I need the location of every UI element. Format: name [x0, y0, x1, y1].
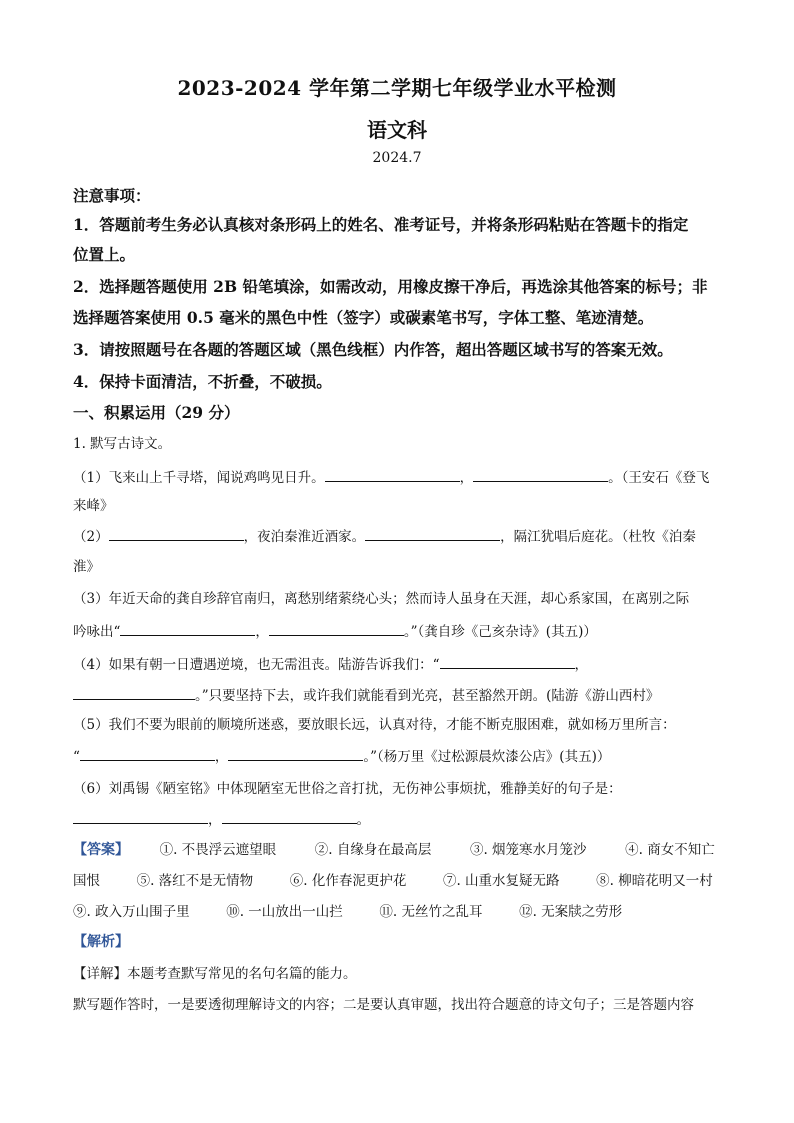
analysis-tag: 【解析】	[73, 934, 129, 950]
answer-number: ⑧	[596, 873, 610, 889]
answer-number: ②	[314, 842, 329, 858]
answer-blank	[269, 621, 404, 636]
answer-text: 国恨	[73, 873, 100, 889]
answer-row-2	[73, 869, 723, 889]
question-text: 。（王安石《登飞	[608, 470, 710, 486]
question-1-part-6: （6）刘禹锡《陋室铭》中体现陋室无世俗之音打扰，无伤神公事烦扰，雅静美好的句子是：	[73, 781, 622, 797]
notice-item: 1．答题前考生务必认真核对条形码上的姓名、准考证号，并将条形码粘贴在答题卡的指定	[73, 215, 689, 234]
answer-text: . 政入万山围子里	[86, 904, 190, 920]
answer-item	[625, 838, 715, 858]
notice-item: 2．选择题答题使用 2B 铅笔填涂，如需改动，用橡皮擦干净后，再选涂其他答案的标号；非	[73, 277, 708, 296]
question-text: 。”（杨万里《过松源晨炊漆公店》(其五)）	[363, 749, 611, 765]
punctuation: ，	[214, 749, 229, 765]
answer-text: . 山重水复疑无路	[456, 873, 560, 889]
answer-row-3	[73, 900, 723, 920]
punctuation: ，	[459, 470, 474, 486]
question-text: 。”（龚自珍《己亥杂诗》(其五)）	[403, 624, 597, 640]
answer-number: ④	[625, 842, 639, 858]
answer-text: . 自缘身在最高层	[328, 842, 432, 858]
analysis-label	[73, 931, 723, 951]
answer-item	[470, 838, 587, 858]
notice-item: 3．请按照题号在各题的答题区域（黑色线框）内作答，超出答题区域书写的答案无效。	[73, 340, 673, 359]
answer-text: . 化作春泥更护花	[303, 873, 407, 889]
question-1-part-2	[73, 525, 723, 545]
question-text: ，夜泊秦淮近酒家。	[243, 529, 366, 545]
question-1-part-2-cont: 淮》	[73, 559, 100, 575]
answer-text: . 无案牍之劳形	[532, 904, 623, 920]
punctuation: 。	[356, 812, 370, 828]
question-1: 1. 默写古诗文。	[73, 436, 172, 452]
answer-number: ③	[469, 842, 484, 858]
answer-blank	[73, 685, 195, 700]
analysis-detail: 【详解】本题考查默写常见的名句名篇的能力。	[73, 966, 357, 982]
punctuation: ，	[208, 812, 222, 828]
answer-blank	[109, 526, 244, 541]
answer-item	[596, 869, 713, 889]
exam-subject: 语文科	[367, 118, 427, 142]
section-heading: 一、积累运用（29 分）	[73, 403, 240, 422]
answer-row-1	[73, 838, 723, 859]
question-text: ，隔江犹唱后庭花。（杜牧《泊秦	[500, 529, 696, 545]
notice-item: 选择题答案使用 0.5 毫米的黑色中性（签字）或碳素笔书写，字体工整、笔迹清楚。	[73, 308, 654, 327]
answer-number: ⑤	[136, 873, 151, 889]
question-text: （4）如果有朝一日遭遇逆境，也无需沮丧。陆游告诉我们：“	[73, 657, 440, 673]
answer-number: ⑫	[519, 904, 533, 920]
question-text: 。”只要坚持下去，或许我们就能看到光亮，甚至豁然开朗。(陆游《游山西村》	[195, 688, 660, 704]
question-1-part-5: （5）我们不要为眼前的顺境所迷惑，要放眼长远，认真对待，才能不断克服困难，就如杨万里所言：	[73, 717, 676, 733]
question-1-part-4-cont	[73, 684, 723, 704]
answer-blank	[80, 746, 215, 761]
analysis-body: 默写题作答时，一是要透彻理解诗文的内容；二是要认真审题，找出符合题意的诗文句子；三是答题内容	[73, 997, 694, 1013]
answer-item	[226, 900, 343, 920]
question-1-part-1-cont: 来峰》	[73, 498, 114, 514]
answer-number: ⑨	[73, 904, 87, 920]
answer-text: . 柳暗花明又一村	[609, 873, 713, 889]
answer-blank	[73, 809, 208, 824]
punctuation: ，	[255, 624, 269, 640]
answer-text: . 烟笼寒水月笼沙	[483, 842, 587, 858]
answer-item	[443, 869, 560, 889]
answer-text: . 商女不知亡	[638, 842, 715, 858]
notice-item: 位置上。	[73, 245, 136, 264]
answer-item	[379, 900, 482, 920]
answer-blank	[440, 654, 575, 669]
answer-text: . 无丝竹之乱耳	[392, 904, 483, 920]
answer-item	[73, 900, 190, 920]
question-1-part-6-cont	[73, 808, 723, 828]
question-text: （1）飞来山上千寻塔，闻说鸡鸣见日升。	[73, 470, 325, 486]
answer-number: ⑦	[442, 873, 457, 889]
question-text: （2）	[73, 529, 109, 545]
question-1-part-4	[73, 653, 723, 673]
answer-item	[519, 900, 622, 920]
answer-item	[137, 869, 254, 889]
question-1-part-3: （3）年近天命的龚自珍辞官南归，离愁别绪萦绕心头；然而诗人虽身在天涯，却心系家国，在离别之际	[73, 591, 690, 607]
answer-text: . 一山放出一山拦	[239, 904, 343, 920]
answer-item	[160, 838, 277, 858]
punctuation: ，	[574, 657, 588, 673]
answer-blank	[473, 467, 608, 482]
question-text: 吟咏出“	[73, 624, 121, 640]
answer-item	[73, 869, 100, 889]
answer-label: 【答案】	[73, 842, 129, 858]
notice-heading: 注意事项：	[73, 186, 151, 205]
answer-text: . 落红不是无情物	[150, 873, 254, 889]
question-1-part-3-cont	[73, 620, 723, 640]
answer-number: ⑪	[379, 904, 393, 920]
question-1-part-5-cont	[73, 745, 723, 765]
answer-item	[290, 869, 407, 889]
answer-blank	[120, 621, 255, 636]
notice-item: 4．保持卡面清洁，不折叠，不破损。	[73, 372, 332, 391]
answer-text: . 不畏浮云遮望眼	[173, 842, 277, 858]
answer-blank	[325, 467, 460, 482]
answer-number: ⑥	[289, 873, 304, 889]
exam-title: 2023-2024 学年第二学期七年级学业水平检测	[177, 76, 617, 100]
question-text: “	[73, 749, 80, 765]
answer-number: ①	[159, 842, 174, 858]
question-1-part-1	[73, 466, 723, 486]
answer-blank	[365, 526, 500, 541]
answer-number: ⑩	[226, 904, 240, 920]
exam-date: 2024.7	[372, 150, 422, 166]
answer-blank	[228, 746, 363, 761]
answer-item	[315, 838, 432, 858]
answer-blank	[222, 809, 357, 824]
